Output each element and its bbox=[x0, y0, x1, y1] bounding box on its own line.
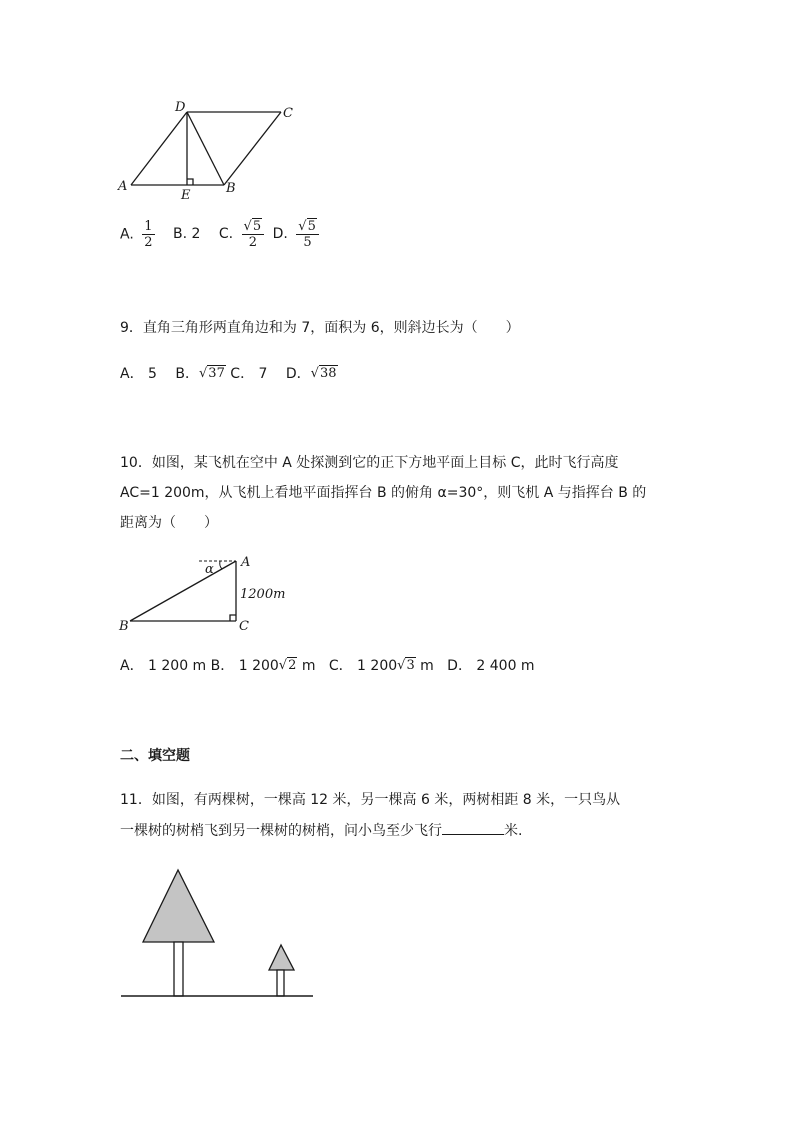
q9-stem: 9．直角三角形两直角边和为 7，面积为 6，则斜边长为（ ） bbox=[120, 320, 520, 336]
q10-stem-line1: 10．如图，某飞机在空中 A 处探测到它的正下方地平面上目标 C，此时飞行高度 bbox=[120, 455, 619, 471]
tall-tree-trunk bbox=[174, 942, 183, 996]
q9-option-a: A． 5 bbox=[120, 366, 157, 382]
q10-option-a: A． 1 200 m bbox=[120, 658, 207, 674]
frac-den: 2 bbox=[144, 234, 153, 250]
short-tree-trunk bbox=[277, 970, 284, 996]
q8-option-b: B. 2 bbox=[172, 226, 201, 242]
q10-stem-line2: AC=1 200m，从飞机上看地平面指挥台 B 的俯角 α=30°，则飞机 A 与指挥台 B 的 bbox=[120, 485, 647, 501]
q11-stem-line1: 11．如图，有两棵树，一棵高 12 米，另一棵高 6 米，两树相距 8 米，一只鸟从 bbox=[120, 792, 621, 808]
label-C2: C bbox=[239, 619, 249, 634]
label-A2: A bbox=[241, 555, 251, 570]
q11-stem-line2: 一棵树的树梢飞到另一棵树的树梢，问小鸟至少飞行 米. bbox=[120, 820, 522, 841]
frac-num: 1 bbox=[144, 218, 153, 234]
short-tree-crown bbox=[269, 945, 294, 970]
q9-option-b: B．√37 bbox=[175, 366, 225, 382]
q8-option-d: D. $\frac{√5}{5}$ bbox=[273, 218, 319, 250]
label-height: 1200m bbox=[240, 587, 286, 602]
q10-stem-line3: 距离为（ ） bbox=[120, 515, 218, 531]
q9-option-d: D．√38 bbox=[285, 366, 337, 382]
q10-option-d: D． 2 400 m bbox=[447, 658, 535, 674]
q10-option-b: B． 1 200√2 m bbox=[210, 658, 316, 674]
q9-option-c: C． 7 bbox=[230, 366, 268, 382]
label-alpha: α bbox=[205, 562, 214, 577]
q10-option-c: C． 1 200√3 m bbox=[328, 658, 434, 674]
label-D: D bbox=[175, 100, 186, 115]
label-E: E bbox=[181, 188, 191, 203]
q8-option-c: C. $\frac{√5}{2}$ bbox=[219, 218, 264, 250]
q8-option-a: A. $\frac{1}{2}$ bbox=[120, 218, 153, 250]
label-C: C bbox=[283, 106, 293, 121]
label-B2: B bbox=[119, 619, 129, 634]
section-heading: 二、填空题 bbox=[120, 748, 190, 764]
label-A: A bbox=[118, 179, 128, 194]
tall-tree-crown bbox=[143, 870, 214, 942]
label-B: B bbox=[226, 181, 236, 196]
